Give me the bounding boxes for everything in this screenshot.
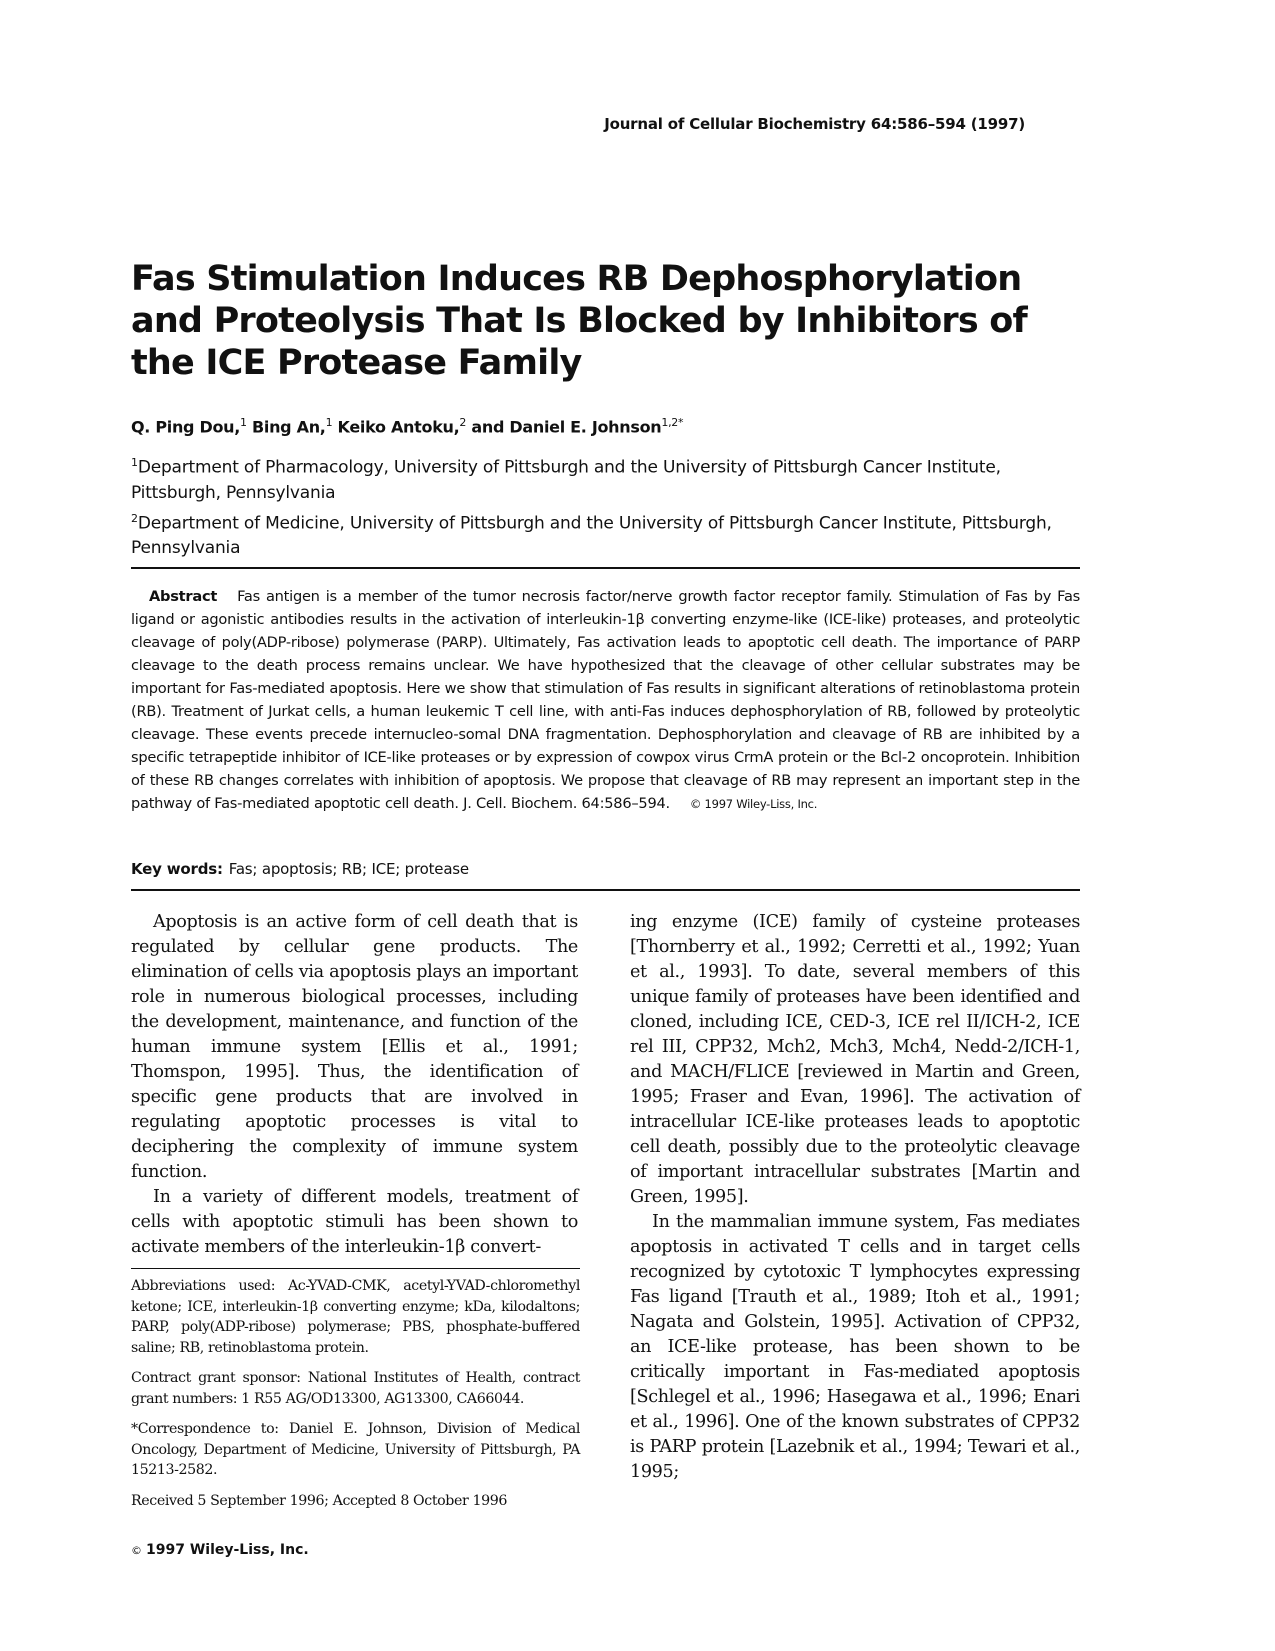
body-right-column	[630, 910, 1080, 1485]
body-paragraph: In a variety of different models, treatment of cells with apoptotic stimuli has been shown to activate members of the interleukin-1β convert-	[131, 1187, 578, 1257]
author-affiliation-mark: 1	[240, 416, 247, 429]
keywords-label: Key words:	[131, 860, 223, 878]
article-title: Fas Stimulation Induces RB Dephosphorylation and Proteolysis That Is Blocked by Inhibitors of the ICE Protease Family	[131, 259, 1027, 383]
footnote-abbreviations: Abbreviations used: Ac-YVAD-CMK, acetyl-YVAD-chloromethyl ketone; ICE, interleukin-1β converting enzyme; kDa, kilodaltons; PARP, poly(ADP-ribose) polymerase; PBS, phosphate-buffered saline; RB, retinoblastoma protein.	[131, 1278, 580, 1356]
affiliation-text: Department of Pharmacology, University of Pittsburgh and the University of Pittsburgh Cancer Institute, Pittsburgh, Pennsylvania	[131, 457, 1001, 503]
author-list	[131, 416, 683, 436]
affiliation-text: Department of Medicine, University of Pittsburgh and the University of Pittsburgh Cancer Institute, Pittsburgh, Pennsylvania	[131, 513, 1052, 559]
abstract-label: Abstract	[149, 588, 218, 605]
abstract	[131, 585, 1080, 816]
keywords-text: Fas; apoptosis; RB; ICE; protease	[228, 860, 469, 878]
author-name: and Daniel E. Johnson	[471, 417, 662, 437]
footnote-rule	[131, 1268, 580, 1269]
body-paragraph: ing enzyme (ICE) family of cysteine proteases [Thornberry et al., 1992; Cerretti et al., 1992; Yuan et al., 1993]. To date, several members of this unique family of proteases have been identified and cloned, including ICE, CED-3, ICE rel II/ICH-2, ICE rel III, CPP32, Mch2, Mch3, Mch4, Nedd-2/ICH-1, and MACH/FLICE [reviewed in Martin and Green, 1995; Fraser and Evan, 1996]. The activation of intracellular ICE-like proteases leads to apoptotic cell death, possibly due to the proteolytic cleavage of important intracellular substrates [Martin and Green, 1995].	[630, 912, 1080, 1207]
body-top-rule	[131, 889, 1080, 891]
author-name: Q. Ping Dou,	[131, 417, 241, 437]
abstract-top-rule	[131, 567, 1080, 569]
affiliation	[131, 450, 1091, 506]
abstract-copyright: © 1997 Wiley-Liss, Inc.	[689, 797, 818, 811]
author-affiliation-mark: 1,2*	[661, 416, 684, 429]
footnotes	[131, 1276, 580, 1521]
page-copyright	[131, 1542, 309, 1558]
body-left-column	[131, 910, 578, 1260]
copyright-symbol: ©	[131, 1544, 142, 1557]
footnote-received: Received 5 September 1996; Accepted 8 October 1996	[131, 1492, 507, 1509]
author-name: Bing An,	[252, 417, 326, 437]
footnote-grant: Contract grant sponsor: National Institutes of Health, contract grant numbers: 1 R55 AG/OD13300, AG13300, CA66044.	[131, 1370, 580, 1407]
affiliation-mark: 2	[131, 511, 138, 525]
keywords	[131, 860, 469, 878]
author-name: Keiko Antoku,	[337, 417, 460, 437]
abstract-text: Fas antigen is a member of the tumor necrosis factor/nerve growth factor receptor family. Stimulation of Fas by Fas ligand or agonistic antibodies results in the activation of interleukin-1β converting enzyme-like (ICE-like) proteases, and proteolytic cleavage of poly(ADP-ribose) polymerase (PARP). Ultimately, Fas activation leads to apoptotic cell death. The importance of PARP cleavage to the death process remains unclear. We have hypothesized that the cleavage of other cellular substrates may be important for Fas-mediated apoptosis. Here we show that stimulation of Fas results in significant alterations of retinoblastoma protein (RB). Treatment of Jurkat cells, a human leukemic T cell line, with anti-Fas induces dephosphorylation of RB, followed by proteolytic cleavage. These events precede internucleo-somal DNA fragmentation. Dephosphorylation and cleavage of RB are inhibited by a specific tetrapeptide inhibitor of ICE-like proteases or by expression of cowpox virus CrmA protein or the Bcl-2 oncoprotein. Inhibition of these RB changes correlates with inhibition of apoptosis. We propose that cleavage of RB may represent an important step in the pathway of Fas-mediated apoptotic cell death. J. Cell. Biochem. 64:586–594.	[131, 588, 1080, 812]
body-paragraph: In the mammalian immune system, Fas mediates apoptosis in activated T cells and in target cells recognized by cytotoxic T lymphocytes expressing Fas ligand [Trauth et al., 1989; Itoh et al., 1991; Nagata and Golstein, 1995]. Activation of CPP32, an ICE-like protease, has been shown to be critically important in Fas-mediated apoptosis [Schlegel et al., 1996; Hasegawa et al., 1996; Enari et al., 1996]. One of the known substrates of CPP32 is PARP protein [Lazebnik et al., 1994; Tewari et al., 1995;	[630, 1212, 1080, 1482]
author-affiliation-mark: 2	[459, 416, 467, 429]
author-affiliation-mark: 1	[325, 416, 333, 429]
affiliation	[131, 506, 1091, 562]
body-paragraph: Apoptosis is an active form of cell death that is regulated by cellular gene products. The elimination of cells via apoptosis plays an important role in numerous biological processes, including the development, maintenance, and function of the human immune system [Ellis et al., 1991; Thomspon, 1995]. Thus, the identification of specific gene products that are involved in regulating apoptotic processes is vital to deciphering the complexity of immune system function.	[131, 912, 578, 1182]
footnote-correspondence: *Correspondence to: Daniel E. Johnson, Division of Medical Oncology, Department of Medicine, University of Pittsburgh, PA 15213-2582.	[131, 1421, 580, 1478]
affiliations	[131, 450, 1091, 561]
copyright-text: 1997 Wiley-Liss, Inc.	[146, 1542, 309, 1558]
affiliation-mark: 1	[131, 456, 138, 469]
journal-citation: Journal of Cellular Biochemistry 64:586–594 (1997)	[604, 115, 1025, 133]
